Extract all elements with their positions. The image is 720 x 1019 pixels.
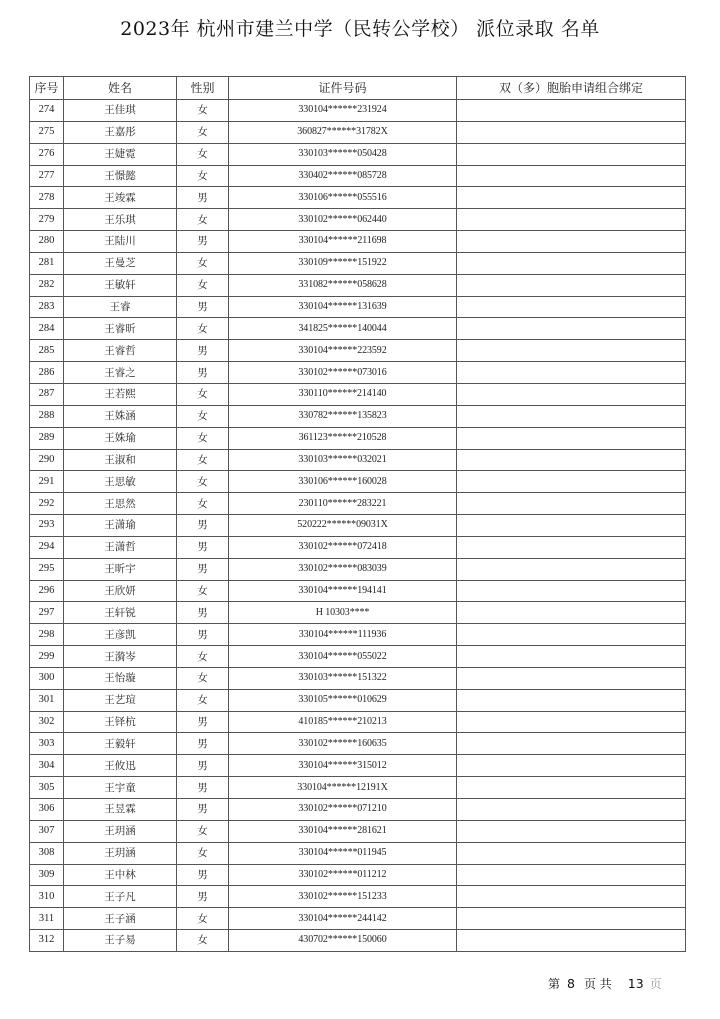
cell-name: 王睿哲 [64, 340, 177, 362]
cell-id-number: 330102******151233 [229, 886, 457, 908]
cell-name: 王嘉彤 [64, 121, 177, 143]
cell-name: 王睿之 [64, 362, 177, 384]
table-row [30, 209, 686, 231]
cell-gender: 男 [177, 536, 229, 558]
cell-twin-binding [457, 405, 686, 427]
table-row [30, 886, 686, 908]
cell-gender: 女 [177, 143, 229, 165]
cell-seq: 291 [30, 471, 64, 493]
cell-seq: 293 [30, 515, 64, 537]
cell-id-number: 330782******135823 [229, 405, 457, 427]
cell-name: 王昕宇 [64, 558, 177, 580]
cell-twin-binding [457, 908, 686, 930]
cell-name: 王彦凯 [64, 624, 177, 646]
table-row [30, 165, 686, 187]
cell-name: 王若熙 [64, 383, 177, 405]
cell-seq: 276 [30, 143, 64, 165]
cell-id-number: 341825******140044 [229, 318, 457, 340]
cell-seq: 295 [30, 558, 64, 580]
cell-seq: 301 [30, 689, 64, 711]
cell-seq: 290 [30, 449, 64, 471]
cell-seq: 300 [30, 667, 64, 689]
cell-name: 王毅轩 [64, 733, 177, 755]
cell-twin-binding [457, 733, 686, 755]
cell-gender: 女 [177, 383, 229, 405]
cell-id-number: 330110******214140 [229, 383, 457, 405]
cell-seq: 288 [30, 405, 64, 427]
cell-id-number: 330104******111936 [229, 624, 457, 646]
cell-id-number: 330104******315012 [229, 755, 457, 777]
table-row [30, 427, 686, 449]
cell-gender: 男 [177, 558, 229, 580]
cell-twin-binding [457, 515, 686, 537]
cell-gender: 男 [177, 515, 229, 537]
cell-twin-binding [457, 711, 686, 733]
table-row [30, 908, 686, 930]
table-row [30, 143, 686, 165]
cell-seq: 282 [30, 274, 64, 296]
cell-twin-binding [457, 340, 686, 362]
column-header-name: 姓名 [64, 77, 177, 100]
cell-seq: 307 [30, 820, 64, 842]
cell-seq: 296 [30, 580, 64, 602]
table-row [30, 231, 686, 253]
cell-twin-binding [457, 100, 686, 122]
table-row [30, 362, 686, 384]
cell-twin-binding [457, 143, 686, 165]
cell-gender: 女 [177, 121, 229, 143]
column-header-id: 证件号码 [229, 77, 457, 100]
cell-twin-binding [457, 624, 686, 646]
table-row [30, 449, 686, 471]
column-header-gender: 性别 [177, 77, 229, 100]
cell-name: 王婕霓 [64, 143, 177, 165]
cell-twin-binding [457, 383, 686, 405]
cell-id-number: 230110******283221 [229, 493, 457, 515]
table-row [30, 646, 686, 668]
cell-seq: 275 [30, 121, 64, 143]
cell-name: 王艺瑄 [64, 689, 177, 711]
cell-id-number: 330104******131639 [229, 296, 457, 318]
cell-id-number: 330104******194141 [229, 580, 457, 602]
table-row [30, 667, 686, 689]
cell-name: 王淑和 [64, 449, 177, 471]
cell-name: 王漪岑 [64, 646, 177, 668]
table-row [30, 274, 686, 296]
cell-id-number: 330102******062440 [229, 209, 457, 231]
table-row [30, 755, 686, 777]
table-row [30, 340, 686, 362]
cell-name: 王乐琪 [64, 209, 177, 231]
cell-id-number: 330104******231924 [229, 100, 457, 122]
table-row [30, 536, 686, 558]
cell-id-number: 330106******055516 [229, 187, 457, 209]
cell-id-number: 330102******011212 [229, 864, 457, 886]
cell-gender: 女 [177, 689, 229, 711]
cell-name: 王佳琪 [64, 100, 177, 122]
cell-gender: 男 [177, 886, 229, 908]
cell-id-number: 330104******011945 [229, 842, 457, 864]
table-row [30, 711, 686, 733]
cell-id-number: 410185******210213 [229, 711, 457, 733]
table-row [30, 799, 686, 821]
cell-seq: 284 [30, 318, 64, 340]
table-row [30, 864, 686, 886]
cell-twin-binding [457, 689, 686, 711]
cell-name: 王子易 [64, 930, 177, 952]
table-row [30, 383, 686, 405]
cell-gender: 男 [177, 362, 229, 384]
cell-gender: 女 [177, 930, 229, 952]
table-row [30, 471, 686, 493]
cell-gender: 女 [177, 646, 229, 668]
cell-gender: 女 [177, 842, 229, 864]
cell-gender: 女 [177, 165, 229, 187]
table-row [30, 187, 686, 209]
column-header-seq: 序号 [30, 77, 64, 100]
cell-name: 王敏轩 [64, 274, 177, 296]
cell-name: 王睿昕 [64, 318, 177, 340]
cell-twin-binding [457, 231, 686, 253]
cell-name: 王怡璇 [64, 667, 177, 689]
cell-seq: 303 [30, 733, 64, 755]
cell-seq: 285 [30, 340, 64, 362]
total-pages: 13 [627, 976, 644, 991]
cell-seq: 274 [30, 100, 64, 122]
total-prefix: 页 共 [583, 977, 612, 991]
cell-gender: 女 [177, 580, 229, 602]
cell-id-number: 430702******150060 [229, 930, 457, 952]
cell-id-number: 330104******211698 [229, 231, 457, 253]
table-row [30, 558, 686, 580]
cell-twin-binding [457, 864, 686, 886]
cell-id-number: 330102******073016 [229, 362, 457, 384]
cell-twin-binding [457, 165, 686, 187]
cell-id-number: 331082******058628 [229, 274, 457, 296]
page-title: 2023年 杭州市建兰中学（民转公学校） 派位录取 名单 [120, 18, 600, 40]
cell-name: 王子涵 [64, 908, 177, 930]
cell-name: 王竣霖 [64, 187, 177, 209]
cell-twin-binding [457, 209, 686, 231]
cell-seq: 277 [30, 165, 64, 187]
cell-name: 王潇哲 [64, 536, 177, 558]
cell-gender: 女 [177, 405, 229, 427]
cell-twin-binding [457, 296, 686, 318]
cell-twin-binding [457, 667, 686, 689]
cell-twin-binding [457, 602, 686, 624]
cell-gender: 女 [177, 209, 229, 231]
cell-id-number: 330102******160635 [229, 733, 457, 755]
cell-gender: 女 [177, 318, 229, 340]
cell-gender: 男 [177, 799, 229, 821]
cell-name: 王子凡 [64, 886, 177, 908]
cell-twin-binding [457, 493, 686, 515]
cell-seq: 299 [30, 646, 64, 668]
table-row [30, 252, 686, 274]
cell-name: 王思敏 [64, 471, 177, 493]
table-row [30, 318, 686, 340]
cell-seq: 298 [30, 624, 64, 646]
cell-twin-binding [457, 820, 686, 842]
cell-twin-binding [457, 449, 686, 471]
cell-gender: 女 [177, 471, 229, 493]
cell-id-number: 330103******050428 [229, 143, 457, 165]
cell-twin-binding [457, 886, 686, 908]
cell-name: 王玥涵 [64, 842, 177, 864]
cell-name: 王姝涵 [64, 405, 177, 427]
table-row [30, 100, 686, 122]
cell-twin-binding [457, 646, 686, 668]
table-row [30, 820, 686, 842]
cell-name: 王玥涵 [64, 820, 177, 842]
cell-id-number: 330102******072418 [229, 536, 457, 558]
cell-seq: 305 [30, 777, 64, 799]
cell-name: 王铎杭 [64, 711, 177, 733]
cell-id-number: 330106******160028 [229, 471, 457, 493]
cell-id-number: 330104******281621 [229, 820, 457, 842]
cell-gender: 男 [177, 864, 229, 886]
cell-gender: 男 [177, 755, 229, 777]
table-row [30, 405, 686, 427]
cell-gender: 女 [177, 274, 229, 296]
cell-twin-binding [457, 362, 686, 384]
cell-id-number: H 10303**** [229, 602, 457, 624]
cell-id-number: 330104******055022 [229, 646, 457, 668]
cell-id-number: 330102******071210 [229, 799, 457, 821]
column-header-twin: 双（多）胞胎申请组合绑定 [457, 77, 686, 100]
cell-twin-binding [457, 252, 686, 274]
cell-name: 王曼芝 [64, 252, 177, 274]
table-row [30, 493, 686, 515]
cell-name: 王思然 [64, 493, 177, 515]
page-number: 8 [567, 976, 575, 991]
cell-twin-binding [457, 318, 686, 340]
table-row [30, 930, 686, 952]
cell-id-number: 330104******223592 [229, 340, 457, 362]
cell-seq: 289 [30, 427, 64, 449]
cell-gender: 男 [177, 231, 229, 253]
table-row [30, 296, 686, 318]
cell-name: 王睿 [64, 296, 177, 318]
total-suffix: 页 [649, 977, 662, 991]
table-row [30, 777, 686, 799]
page-prefix: 第 [548, 977, 561, 991]
cell-name: 王轩锐 [64, 602, 177, 624]
cell-name: 王攸迅 [64, 755, 177, 777]
cell-id-number: 330104******12191X [229, 777, 457, 799]
cell-seq: 286 [30, 362, 64, 384]
cell-gender: 男 [177, 296, 229, 318]
cell-id-number: 520222******09031X [229, 515, 457, 537]
cell-twin-binding [457, 121, 686, 143]
cell-seq: 304 [30, 755, 64, 777]
table-row [30, 121, 686, 143]
cell-gender: 女 [177, 100, 229, 122]
cell-id-number: 361123******210528 [229, 427, 457, 449]
cell-id-number: 330402******085728 [229, 165, 457, 187]
cell-seq: 287 [30, 383, 64, 405]
cell-gender: 女 [177, 449, 229, 471]
cell-gender: 女 [177, 667, 229, 689]
cell-name: 王昱霖 [64, 799, 177, 821]
roster-table [29, 76, 686, 952]
cell-twin-binding [457, 580, 686, 602]
cell-name: 王陆川 [64, 231, 177, 253]
cell-twin-binding [457, 274, 686, 296]
cell-twin-binding [457, 471, 686, 493]
cell-seq: 297 [30, 602, 64, 624]
cell-seq: 310 [30, 886, 64, 908]
table-row [30, 580, 686, 602]
cell-id-number: 330102******083039 [229, 558, 457, 580]
cell-twin-binding [457, 777, 686, 799]
cell-name: 王姝瑜 [64, 427, 177, 449]
cell-id-number: 330103******151322 [229, 667, 457, 689]
cell-seq: 311 [30, 908, 64, 930]
cell-name: 王憬懿 [64, 165, 177, 187]
cell-twin-binding [457, 427, 686, 449]
cell-seq: 292 [30, 493, 64, 515]
cell-seq: 280 [30, 231, 64, 253]
table-body [30, 100, 686, 952]
cell-gender: 男 [177, 187, 229, 209]
cell-gender: 男 [177, 602, 229, 624]
cell-name: 王欣妍 [64, 580, 177, 602]
cell-seq: 312 [30, 930, 64, 952]
cell-id-number: 330105******010629 [229, 689, 457, 711]
cell-name: 王中林 [64, 864, 177, 886]
cell-gender: 女 [177, 252, 229, 274]
page-footer [548, 975, 662, 992]
cell-seq: 294 [30, 536, 64, 558]
cell-twin-binding [457, 536, 686, 558]
cell-gender: 女 [177, 493, 229, 515]
cell-seq: 278 [30, 187, 64, 209]
table-row [30, 602, 686, 624]
cell-seq: 281 [30, 252, 64, 274]
cell-twin-binding [457, 187, 686, 209]
cell-twin-binding [457, 755, 686, 777]
cell-twin-binding [457, 558, 686, 580]
cell-seq: 283 [30, 296, 64, 318]
cell-gender: 男 [177, 711, 229, 733]
cell-gender: 女 [177, 908, 229, 930]
cell-twin-binding [457, 930, 686, 952]
cell-gender: 女 [177, 820, 229, 842]
cell-seq: 302 [30, 711, 64, 733]
table-header-row [30, 77, 686, 100]
table-row [30, 842, 686, 864]
cell-gender: 男 [177, 624, 229, 646]
table-row [30, 689, 686, 711]
cell-id-number: 330104******244142 [229, 908, 457, 930]
cell-gender: 男 [177, 340, 229, 362]
cell-gender: 女 [177, 427, 229, 449]
cell-seq: 308 [30, 842, 64, 864]
cell-twin-binding [457, 799, 686, 821]
table-row [30, 733, 686, 755]
cell-seq: 309 [30, 864, 64, 886]
cell-gender: 男 [177, 777, 229, 799]
table-row [30, 624, 686, 646]
table-row [30, 515, 686, 537]
cell-seq: 279 [30, 209, 64, 231]
cell-twin-binding [457, 842, 686, 864]
cell-name: 王宇童 [64, 777, 177, 799]
cell-id-number: 360827******31782X [229, 121, 457, 143]
cell-seq: 306 [30, 799, 64, 821]
cell-id-number: 330103******032021 [229, 449, 457, 471]
cell-gender: 男 [177, 733, 229, 755]
cell-id-number: 330109******151922 [229, 252, 457, 274]
cell-name: 王潇瑜 [64, 515, 177, 537]
